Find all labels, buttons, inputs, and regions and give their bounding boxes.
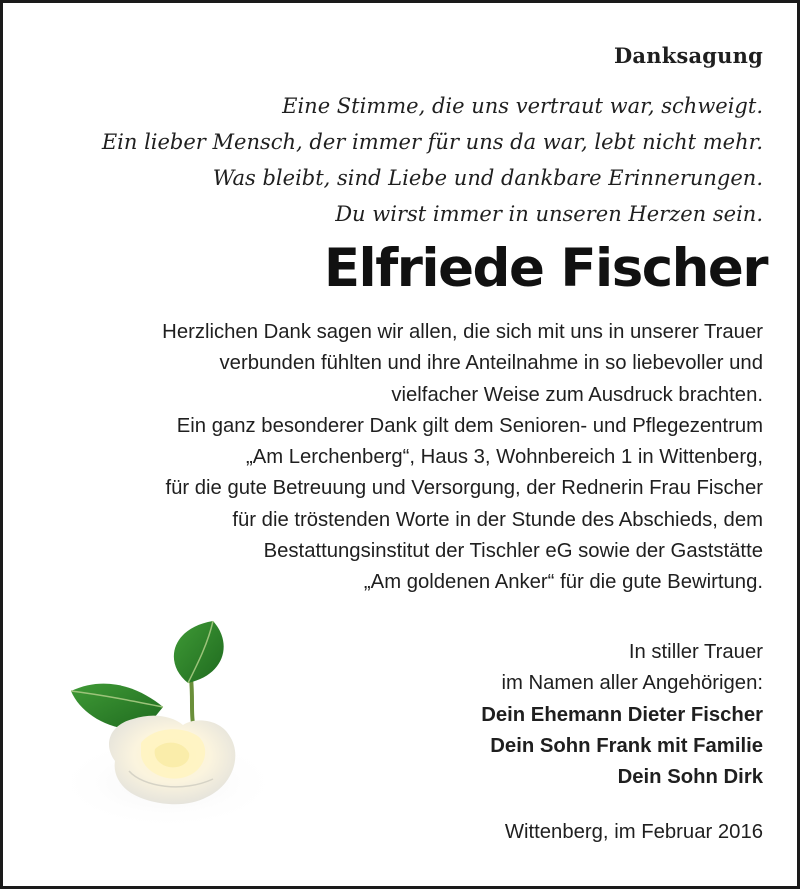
poem-line: Ein lieber Mensch, der immer für uns da war, lebt nicht mehr.: [101, 130, 763, 154]
poem-line: Was bleibt, sind Liebe und dankbare Erinnerungen.: [212, 166, 763, 190]
white-rose-icon: [43, 603, 293, 833]
notice-heading: Danksagung: [614, 43, 763, 68]
text-line: vielfacher Weise zum Ausdruck brachten.: [391, 383, 763, 406]
text-line: Ein ganz besonderer Dank gilt dem Senioren- und Pflegezentrum: [176, 414, 763, 437]
poem: [102, 88, 763, 232]
place-date: Wittenberg, im Februar 2016: [504, 821, 763, 843]
signatory: Dein Sohn Frank mit Familie: [490, 734, 763, 757]
text-line: „Am Lerchenberg“, Haus 3, Wohnbereich 1 in Wittenberg,: [245, 446, 763, 469]
text-line: verbunden fühlten und ihre Anteilnahme in so liebevoller und: [219, 352, 763, 375]
poem-line: Du wirst immer in unseren Herzen sein.: [335, 202, 763, 226]
closing-block: [481, 637, 763, 793]
signatory: Dein Sohn Dirk: [617, 766, 763, 789]
closing-line: im Namen aller Angehörigen:: [501, 672, 763, 695]
deceased-name: Elfriede Fischer: [323, 238, 767, 299]
text-line: Bestattungsinstitut der Tischler eG sowie der Gaststätte: [263, 540, 763, 563]
signatory: Dein Ehemann Dieter Fischer: [481, 703, 763, 726]
text-line: für die gute Betreuung und Versorgung, der Rednerin Frau Fischer: [165, 477, 763, 500]
closing-line: In stiller Trauer: [628, 641, 763, 663]
thanks-text: [162, 317, 763, 599]
text-line: „Am goldenen Anker“ für die gute Bewirtung.: [363, 571, 763, 594]
poem-line: Eine Stimme, die uns vertraut war, schweigt.: [282, 94, 763, 118]
text-line: Herzlichen Dank sagen wir allen, die sich mit uns in unserer Trauer: [162, 321, 763, 343]
text-line: für die tröstenden Worte in der Stunde des Abschieds, dem: [232, 508, 763, 531]
